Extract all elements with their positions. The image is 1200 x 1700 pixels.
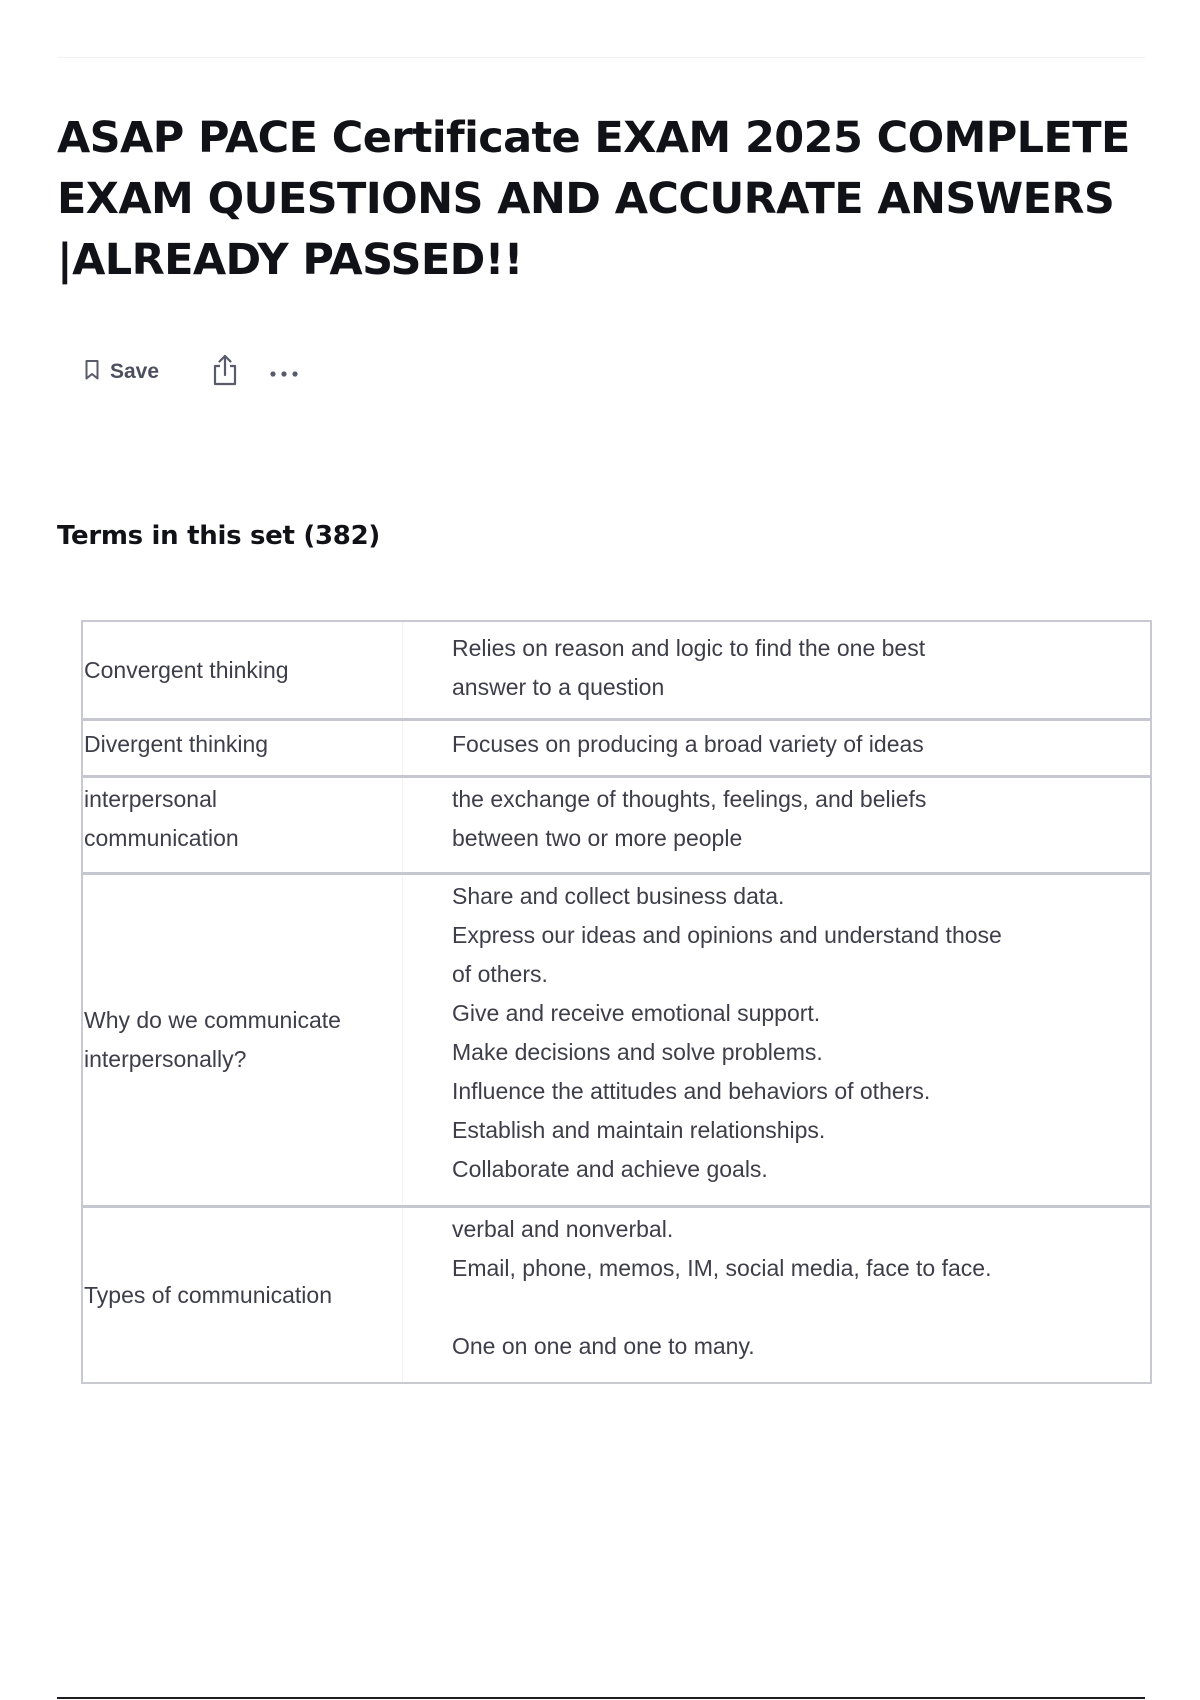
- term-cell: Divergent thinking: [83, 721, 403, 775]
- term-row: [83, 775, 1150, 872]
- page-title: ASAP PACE Certificate EXAM 2025 COMPLETE EXAM QUESTIONS AND ACCURATE ANSWERS |ALREADY PASSED!!: [57, 113, 1130, 285]
- definition-line: Express our ideas and opinions and understand those: [452, 922, 1002, 948]
- definition-cell: [403, 622, 1150, 718]
- share-button[interactable]: [211, 354, 239, 390]
- definition-line: Give and receive emotional support.: [452, 1000, 821, 1026]
- share-icon: [211, 354, 239, 390]
- definition-line: Focuses on producing a broad variety of ideas: [452, 731, 924, 757]
- definition-cell: [403, 875, 1150, 1205]
- definition-line: Establish and maintain relationships.: [452, 1117, 826, 1143]
- definition-line: answer to a question: [452, 674, 665, 700]
- bottom-divider: [57, 1697, 1145, 1699]
- term-cell: Convergent thinking: [83, 622, 403, 718]
- definition-cell: [403, 778, 1150, 872]
- bookmark-icon: [84, 359, 100, 385]
- definition-line: One on one and one to many.: [452, 1333, 755, 1359]
- term-cell: interpersonal communication: [83, 778, 403, 872]
- more-options-icon: [269, 363, 299, 382]
- term-row: [83, 622, 1150, 718]
- save-label: Save: [110, 360, 160, 383]
- definition-line: of others.: [452, 961, 548, 987]
- term-row: [83, 872, 1150, 1205]
- terms-heading: Terms in this set (382): [57, 521, 380, 551]
- definition-line: Collaborate and achieve goals.: [452, 1156, 768, 1182]
- more-options-button[interactable]: [269, 363, 299, 382]
- definition-line: verbal and nonverbal.: [452, 1216, 674, 1242]
- term-row: [83, 718, 1150, 775]
- term-row: [83, 1205, 1150, 1382]
- definition-line: Share and collect business data.: [452, 883, 785, 909]
- definition-line: Email, phone, memos, IM, social media, face to face.: [452, 1255, 992, 1281]
- save-button[interactable]: [84, 359, 159, 385]
- definition-cell: [403, 721, 1150, 775]
- terms-table: [81, 620, 1152, 1384]
- definition-line: between two or more people: [452, 825, 743, 851]
- definition-line: Relies on reason and logic to find the one best: [452, 635, 926, 661]
- term-cell: Why do we communicate interpersonally?: [83, 875, 403, 1205]
- definition-line: [452, 1288, 1150, 1327]
- definition-line: Influence the attitudes and behaviors of others.: [452, 1078, 931, 1104]
- definition-cell: [403, 1208, 1150, 1382]
- action-bar: [84, 354, 299, 390]
- top-divider: [57, 57, 1145, 58]
- definition-line: the exchange of thoughts, feelings, and beliefs: [452, 786, 927, 812]
- definition-line: Make decisions and solve problems.: [452, 1039, 823, 1065]
- term-cell: Types of communication: [83, 1208, 403, 1382]
